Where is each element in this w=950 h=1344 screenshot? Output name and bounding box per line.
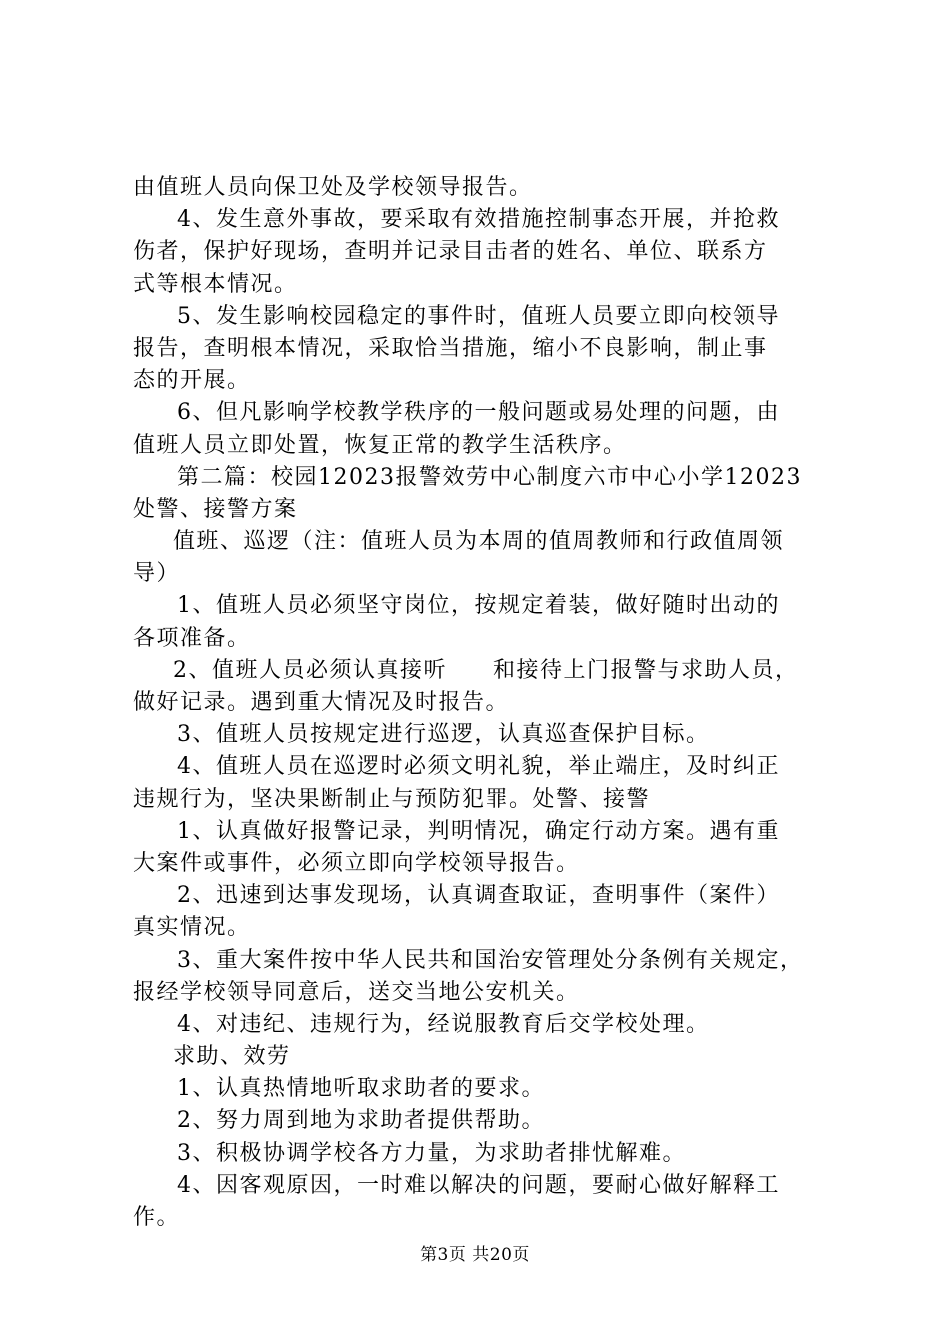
text-line: 第二篇：校园12023报警效劳中心制度六市中心小学12023: [177, 464, 802, 490]
text-fragment: 2、值班人员必须认真接听: [173, 657, 447, 683]
text-line: 求助、效劳: [173, 1044, 291, 1070]
text-line: 报告，查明根本情况，采取恰当措施，缩小不良影响，制止事: [133, 335, 768, 361]
text-line: 1、认真热情地听取求助者的要求。: [177, 1076, 545, 1102]
text-line: 式等根本情况。: [133, 271, 298, 297]
text-line: 做好记录。遇到重大情况及时报告。: [133, 690, 510, 715]
text-line: 真实情况。: [133, 915, 251, 941]
text-line: 4、值班人员在巡逻时必须文明礼貌，举止端庄，及时纠正: [177, 754, 780, 780]
text-line: 态的开展。: [133, 368, 251, 394]
text-line: 处警、接警方案: [133, 496, 298, 522]
text-line: 由值班人员向保卫处及学校领导报告。: [133, 175, 533, 200]
text-line: 各项准备。: [133, 625, 251, 651]
text-line: 值班人员立即处置，恢复正常的教学生活秩序。: [133, 432, 627, 458]
text-line: 6、但凡影响学校教学秩序的一般问题或易处理的问题，由: [177, 400, 780, 426]
text-line: 违规行为，坚决果断制止与预防犯罪。处警、接警: [133, 786, 651, 812]
text-fragment: 和接待上门报警与求助人员，: [493, 657, 799, 683]
text-line: 4、因客观原因，一时难以解决的问题，要耐心做好解释工: [177, 1172, 780, 1198]
text-line: 4、发生意外事故，要采取有效措施控制事态开展，并抢救: [177, 207, 780, 233]
text-line: 3、重大案件按中华人民共和国治安管理处分条例有关规定，: [177, 947, 804, 973]
page-number: 第3页 共20页: [420, 1245, 530, 1265]
text-line: [133, 655, 833, 687]
text-line: 3、积极协调学校各方力量，为求助者排忧解难。: [177, 1140, 686, 1166]
document-body: [133, 172, 833, 1234]
text-line: 1、认真做好报警记录，判明情况，确定行动方案。遇有重: [177, 818, 780, 844]
text-line: 5、发生影响校园稳定的事件时，值班人员要立即向校领导: [177, 303, 780, 329]
text-line: 1、值班人员必须坚守岗位，按规定着装，做好随时出动的: [177, 593, 780, 619]
text-line: 大案件或事件，必须立即向学校领导报告。: [133, 850, 580, 876]
text-line: 4、对违纪、违规行为，经说服教育后交学校处理。: [177, 1011, 710, 1037]
text-line: 3、值班人员按规定进行巡逻，认真巡查保护目标。: [177, 722, 710, 748]
page-footer: [0, 1240, 950, 1265]
text-line: 值班、巡逻（注：值班人员为本周的值周教师和行政值周领: [173, 529, 785, 555]
text-line: 报经学校领导同意后，送交当地公安机关。: [133, 979, 580, 1005]
text-line: 伤者，保护好现场，查明并记录目击者的姓名、单位、联系方: [133, 239, 768, 265]
text-line: 2、迅速到达事发现场，认真调查取证，查明事件（案件）: [177, 883, 780, 909]
text-line: 作。: [133, 1205, 181, 1230]
text-line: 导）: [133, 561, 181, 587]
text-line: 2、努力周到地为求助者提供帮助。: [177, 1108, 545, 1134]
